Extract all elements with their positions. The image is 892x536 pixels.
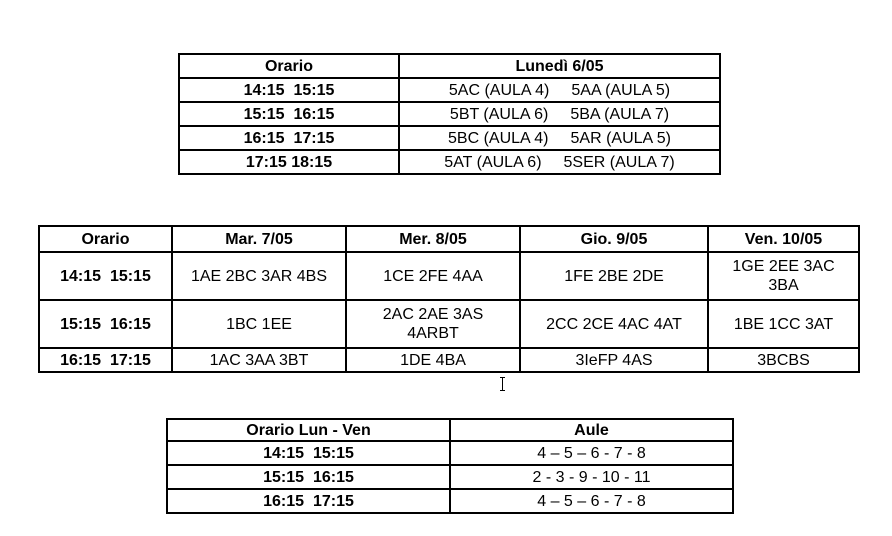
table-row: [167, 441, 733, 465]
time-cell: 15:15 16:15: [179, 102, 399, 126]
text-cursor-icon: [500, 377, 505, 391]
header-friday: Ven. 10/05: [708, 226, 859, 252]
time-cell: 14:15 15:15: [167, 441, 450, 465]
class-room-entry: 5AT (AULA 6): [444, 153, 542, 171]
classes-cell: 1BC 1EE: [172, 300, 346, 348]
classes-cell: 1AE 2BC 3AR 4BS: [172, 252, 346, 300]
header-wednesday: Mer. 8/05: [346, 226, 520, 252]
classes-cell: [399, 126, 720, 150]
table-row: [179, 150, 720, 174]
header-tuesday: Mar. 7/05: [172, 226, 346, 252]
table-row: [167, 465, 733, 489]
class-room-entry: 5AA (AULA 5): [571, 81, 671, 99]
time-cell: 17:15 18:15: [179, 150, 399, 174]
class-room-entry: 5BC (AULA 4): [448, 129, 549, 147]
classes-cell: 2CC 2CE 4AC 4AT: [520, 300, 708, 348]
classes-cell: 3BCBS: [708, 348, 859, 372]
table-header-row: [179, 54, 720, 78]
time-cell: 16:15 17:15: [39, 348, 172, 372]
time-cell: 15:15 16:15: [39, 300, 172, 348]
classes-cell: 1FE 2BE 2DE: [520, 252, 708, 300]
class-room-entry: 5AC (AULA 4): [448, 81, 550, 99]
header-orario-lun-ven: Orario Lun - Ven: [167, 419, 450, 441]
time-cell: 14:15 15:15: [39, 252, 172, 300]
rooms-cell: 4 – 5 – 6 - 7 - 8: [450, 441, 733, 465]
table-row: [179, 126, 720, 150]
header-aule: Aule: [450, 419, 733, 441]
time-cell: 14:15 15:15: [179, 78, 399, 102]
header-thursday: Gio. 9/05: [520, 226, 708, 252]
classes-cell: [399, 78, 720, 102]
time-cell: 15:15 16:15: [167, 465, 450, 489]
monday-schedule-table: [178, 53, 721, 175]
class-room-entry: 5BA (AULA 7): [570, 105, 670, 123]
classes-cell: 1DE 4BA: [346, 348, 520, 372]
table-row: [167, 489, 733, 513]
class-room-entry: 5BT (AULA 6): [449, 105, 549, 123]
classes-cell: 2AC 2AE 3AS 4ARBT: [346, 300, 520, 348]
table-row: [179, 78, 720, 102]
classes-cell: 1BE 1CC 3AT: [708, 300, 859, 348]
table-header-row: [167, 419, 733, 441]
rooms-table: [166, 418, 734, 514]
class-room-entry: 5SER (AULA 7): [563, 153, 675, 171]
rooms-cell: 4 – 5 – 6 - 7 - 8: [450, 489, 733, 513]
classes-cell: 3IeFP 4AS: [520, 348, 708, 372]
week-schedule-table: [38, 225, 860, 373]
classes-cell: 1GE 2EE 3AC 3BA: [708, 252, 859, 300]
header-monday: Lunedì 6/05: [399, 54, 720, 78]
table-row: [179, 102, 720, 126]
class-room-entry: 5AR (AULA 5): [570, 129, 671, 147]
classes-cell: 1CE 2FE 4AA: [346, 252, 520, 300]
time-cell: 16:15 17:15: [179, 126, 399, 150]
time-cell: 16:15 17:15: [167, 489, 450, 513]
table-row: [39, 348, 859, 372]
header-orario: Orario: [39, 226, 172, 252]
table-row: [39, 300, 859, 348]
rooms-cell: 2 - 3 - 9 - 10 - 11: [450, 465, 733, 489]
classes-cell: [399, 150, 720, 174]
classes-cell: [399, 102, 720, 126]
table-row: [39, 252, 859, 300]
classes-cell: 1AC 3AA 3BT: [172, 348, 346, 372]
header-orario: Orario: [179, 54, 399, 78]
table-header-row: [39, 226, 859, 252]
